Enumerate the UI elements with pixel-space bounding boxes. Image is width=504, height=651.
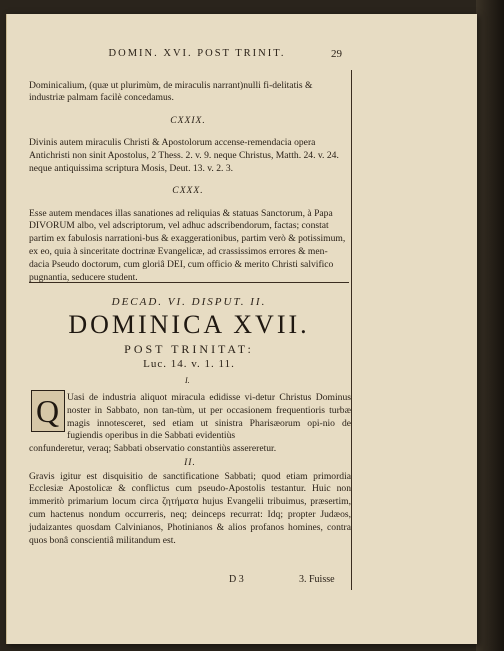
paragraph: Esse autem mendaces illas sanationes ad reliquias & statuas Sanctorum, à Papa DIVORUM albo, vel adscriptorum, vel adhuc adscribendorum, factas; constat partim ex fabulosis narrationi-bus & exaggerationibus, partim verò & potissimum, ex eo, quia à sinceritate doctrinæ Evangelicæ, ad crassissimos errores & men-dacia Pseudo doctorum, cum gloriâ DEI, cum officio & merito Christi salvifico pugnantia, seducere student. <box>29 207 346 283</box>
paragraph: Divinis autem miraculis Christi & Apostolorum accense-remendacia opera Antichristi non sinit Apostolus, 2 Thess. 2. v. 9. neque Christus, Matth. 24. v. 24. neque antiquissima scriptura Mosis, Deut. 13. v. 2. 3. <box>29 137 339 174</box>
section-number: CXXIX. <box>170 114 206 126</box>
paragraph: Dominicalium, (quæ ut plurimùm, de miraculis narrant)nulli fi-delitatis & industriæ palmam facilè concedamus. <box>29 79 313 104</box>
paragraph: confunderetur, veraq; Sabbati observatio constantiùs assereretur. <box>29 443 277 454</box>
paragraph: Gravis igitur est disquisitio de sanctificatione Sabbati; quod etiam primordia Ecclesiæ Apostolicæ & conflictus cum pseudo-Apostolis testantur. Huic non immeritò primarium locum circa ζητήματα hujus Evangelii tribuimus, præsertim, cum hactenus nondum occurreris, neq; deinceps recurrat: Idq; propter Judæos, judaizantes quosdam Calvinianos, Photinianos & alios profanos homines, contra quos bonâ conscientiâ militandum est. <box>29 470 351 546</box>
decad-heading: DECAD. VI. DISPUT. II. <box>111 296 267 308</box>
lower-text-block <box>29 443 351 547</box>
top-text-block <box>29 70 347 294</box>
section-number: CXXX. <box>172 185 204 197</box>
signature-mark: D 3 <box>229 574 244 585</box>
page-number: 29 <box>331 48 342 60</box>
paragraph-number: II. <box>184 456 196 468</box>
scripture-reference: Luc. 14. v. 1. 11. <box>143 358 235 370</box>
running-head: DOMIN. XVI. POST TRINIT. <box>108 48 286 59</box>
catchword: 3. Fuisse <box>299 574 335 585</box>
book-page <box>6 14 477 644</box>
paragraph-number: I. <box>185 376 190 385</box>
decorated-initial <box>31 390 65 432</box>
column-rule <box>351 70 352 590</box>
chapter-subtitle: POST TRINITAT: <box>124 342 254 356</box>
intro-paragraph: Uasi de industria aliquot miracula edidisse vi-detur Christus Dominus noster in Sabbato, non tan-tùm, ut per occasionem frequentioris turbæ magis innotesceret, sed etiam ut sinistra Pharisæorum opi-nio de fugiendis operibus in die Sabbati evidentiùs <box>67 392 351 442</box>
initial-letter: Q <box>36 393 60 429</box>
section-divider <box>29 282 349 283</box>
book-edge-shadow <box>476 0 504 651</box>
chapter-title: DOMINICA XVII. <box>68 310 310 339</box>
